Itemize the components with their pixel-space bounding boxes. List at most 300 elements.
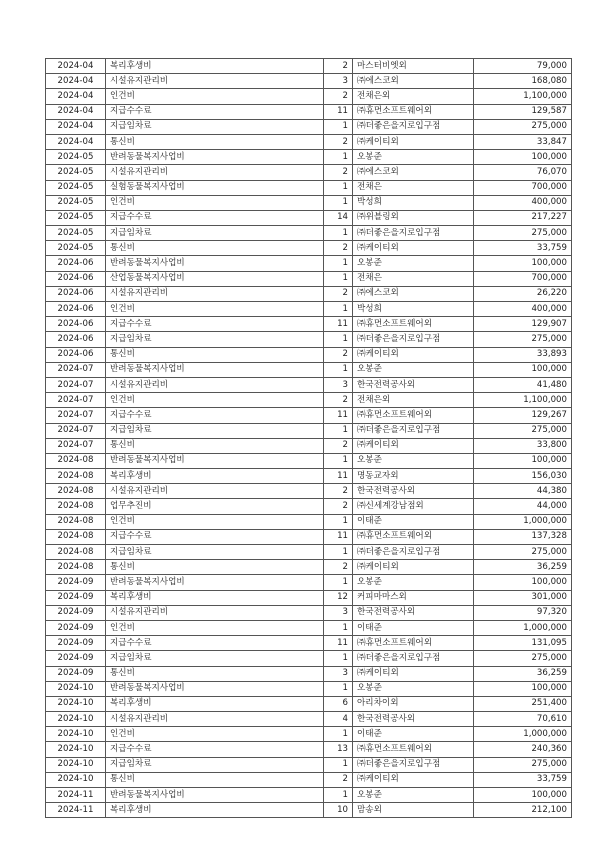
amount-cell: 33,759: [474, 772, 572, 787]
month-cell: 2024-10: [46, 772, 106, 787]
amount-cell: 1,100,000: [474, 393, 572, 408]
month-cell: 2024-05: [46, 226, 106, 241]
amount-cell: 156,030: [474, 469, 572, 484]
count-cell: 2: [324, 560, 353, 575]
payee-cell: ㈜더좋은을지로입구점: [353, 226, 474, 241]
amount-cell: 275,000: [474, 226, 572, 241]
table-row: [46, 119, 572, 134]
item-cell: 반려동물복지사업비: [106, 256, 324, 271]
payee-cell: 박성희: [353, 195, 474, 210]
month-cell: 2024-04: [46, 59, 106, 74]
payee-cell: 한국전력공사외: [353, 712, 474, 727]
count-cell: 1: [324, 575, 353, 590]
count-cell: 3: [324, 605, 353, 620]
payee-cell: ㈜신세계강남점외: [353, 499, 474, 514]
item-cell: 인건비: [106, 89, 324, 104]
count-cell: 1: [324, 226, 353, 241]
month-cell: 2024-07: [46, 438, 106, 453]
table-row: [46, 712, 572, 727]
payee-cell: ㈜에스코외: [353, 74, 474, 89]
item-cell: 통신비: [106, 241, 324, 256]
amount-cell: 76,070: [474, 165, 572, 180]
payee-cell: ㈜케이티외: [353, 560, 474, 575]
table-row: [46, 469, 572, 484]
payee-cell: ㈜더좋은을지로입구점: [353, 651, 474, 666]
payee-cell: 한국전력공사외: [353, 484, 474, 499]
payee-cell: ㈜케이티외: [353, 666, 474, 681]
amount-cell: 275,000: [474, 332, 572, 347]
amount-cell: 129,587: [474, 104, 572, 119]
amount-cell: 275,000: [474, 423, 572, 438]
month-cell: 2024-10: [46, 696, 106, 711]
amount-cell: 129,267: [474, 408, 572, 423]
payee-cell: 오봉준: [353, 575, 474, 590]
count-cell: 2: [324, 393, 353, 408]
count-cell: 1: [324, 256, 353, 271]
amount-cell: 33,800: [474, 438, 572, 453]
payee-cell: 한국전력공사외: [353, 605, 474, 620]
payee-cell: 아리차이외: [353, 696, 474, 711]
table-row: [46, 590, 572, 605]
item-cell: 인건비: [106, 620, 324, 635]
payee-cell: 한국전력공사외: [353, 377, 474, 392]
month-cell: 2024-08: [46, 514, 106, 529]
amount-cell: 26,220: [474, 286, 572, 301]
amount-cell: 100,000: [474, 256, 572, 271]
month-cell: 2024-09: [46, 651, 106, 666]
count-cell: 13: [324, 742, 353, 757]
item-cell: 통신비: [106, 438, 324, 453]
count-cell: 1: [324, 620, 353, 635]
table-row: [46, 636, 572, 651]
item-cell: 지급임차료: [106, 423, 324, 438]
item-cell: 지급임차료: [106, 332, 324, 347]
count-cell: 1: [324, 362, 353, 377]
table-row: [46, 317, 572, 332]
count-cell: 10: [324, 803, 353, 818]
amount-cell: 100,000: [474, 788, 572, 803]
amount-cell: 79,000: [474, 59, 572, 74]
table-row: [46, 256, 572, 271]
payee-cell: ㈜더좋은을지로입구점: [353, 757, 474, 772]
table-row: [46, 681, 572, 696]
table-row: [46, 560, 572, 575]
month-cell: 2024-05: [46, 180, 106, 195]
amount-cell: 100,000: [474, 453, 572, 468]
payee-cell: 오봉준: [353, 362, 474, 377]
table-row: [46, 347, 572, 362]
payee-cell: 전채은: [353, 271, 474, 286]
table-row: [46, 74, 572, 89]
amount-cell: 301,000: [474, 590, 572, 605]
item-cell: 인건비: [106, 393, 324, 408]
item-cell: 지급수수료: [106, 210, 324, 225]
count-cell: 11: [324, 636, 353, 651]
amount-cell: 251,400: [474, 696, 572, 711]
table-row: [46, 620, 572, 635]
month-cell: 2024-09: [46, 620, 106, 635]
item-cell: 통신비: [106, 347, 324, 362]
table-row: [46, 332, 572, 347]
month-cell: 2024-05: [46, 210, 106, 225]
item-cell: 시설유지관리비: [106, 74, 324, 89]
month-cell: 2024-06: [46, 302, 106, 317]
count-cell: 1: [324, 195, 353, 210]
month-cell: 2024-08: [46, 484, 106, 499]
amount-cell: 700,000: [474, 271, 572, 286]
month-cell: 2024-07: [46, 362, 106, 377]
amount-cell: 137,328: [474, 529, 572, 544]
month-cell: 2024-10: [46, 757, 106, 772]
table-row: [46, 696, 572, 711]
table-row: [46, 286, 572, 301]
count-cell: 14: [324, 210, 353, 225]
count-cell: 12: [324, 590, 353, 605]
payee-cell: 오봉준: [353, 150, 474, 165]
payee-cell: 전채은: [353, 180, 474, 195]
item-cell: 복리후생비: [106, 590, 324, 605]
amount-cell: 1,000,000: [474, 620, 572, 635]
payee-cell: 명동교자외: [353, 469, 474, 484]
month-cell: 2024-09: [46, 636, 106, 651]
month-cell: 2024-10: [46, 727, 106, 742]
month-cell: 2024-07: [46, 377, 106, 392]
table-row: [46, 788, 572, 803]
amount-cell: 97,320: [474, 605, 572, 620]
payee-cell: ㈜더좋은을지로입구점: [353, 119, 474, 134]
month-cell: 2024-05: [46, 241, 106, 256]
item-cell: 반려동물복지사업비: [106, 150, 324, 165]
payee-cell: ㈜휴먼소프트웨어외: [353, 529, 474, 544]
month-cell: 2024-08: [46, 545, 106, 560]
amount-cell: 1,000,000: [474, 514, 572, 529]
item-cell: 지급임차료: [106, 226, 324, 241]
amount-cell: 1,000,000: [474, 727, 572, 742]
item-cell: 복리후생비: [106, 59, 324, 74]
amount-cell: 44,380: [474, 484, 572, 499]
item-cell: 지급수수료: [106, 742, 324, 757]
item-cell: 지급수수료: [106, 636, 324, 651]
item-cell: 반려동물복지사업비: [106, 362, 324, 377]
amount-cell: 212,100: [474, 803, 572, 818]
month-cell: 2024-06: [46, 271, 106, 286]
item-cell: 지급수수료: [106, 529, 324, 544]
amount-cell: 400,000: [474, 302, 572, 317]
count-cell: 1: [324, 651, 353, 666]
month-cell: 2024-08: [46, 529, 106, 544]
item-cell: 지급임차료: [106, 757, 324, 772]
count-cell: 2: [324, 59, 353, 74]
amount-cell: 217,227: [474, 210, 572, 225]
payee-cell: 이태준: [353, 514, 474, 529]
payee-cell: ㈜더좋은을지로입구점: [353, 545, 474, 560]
table-row: [46, 302, 572, 317]
month-cell: 2024-11: [46, 803, 106, 818]
item-cell: 반려동물복지사업비: [106, 681, 324, 696]
item-cell: 통신비: [106, 666, 324, 681]
payee-cell: ㈜더좋은을지로입구점: [353, 332, 474, 347]
payee-cell: ㈜케이티외: [353, 438, 474, 453]
month-cell: 2024-08: [46, 560, 106, 575]
table-row: [46, 241, 572, 256]
table-row: [46, 438, 572, 453]
payee-cell: ㈜휴먼소프트웨어외: [353, 317, 474, 332]
table-row: [46, 605, 572, 620]
count-cell: 1: [324, 453, 353, 468]
count-cell: 1: [324, 757, 353, 772]
month-cell: 2024-04: [46, 89, 106, 104]
amount-cell: 36,259: [474, 560, 572, 575]
table-row: [46, 575, 572, 590]
item-cell: 복리후생비: [106, 469, 324, 484]
amount-cell: 240,360: [474, 742, 572, 757]
item-cell: 통신비: [106, 560, 324, 575]
amount-cell: 400,000: [474, 195, 572, 210]
payee-cell: 이태준: [353, 727, 474, 742]
payee-cell: ㈜위블링외: [353, 210, 474, 225]
month-cell: 2024-05: [46, 165, 106, 180]
amount-cell: 70,610: [474, 712, 572, 727]
month-cell: 2024-04: [46, 74, 106, 89]
count-cell: 2: [324, 499, 353, 514]
amount-cell: 33,893: [474, 347, 572, 362]
table-row: [46, 226, 572, 241]
month-cell: 2024-10: [46, 712, 106, 727]
amount-cell: 44,000: [474, 499, 572, 514]
count-cell: 1: [324, 514, 353, 529]
item-cell: 반려동물복지사업비: [106, 788, 324, 803]
payee-cell: 오봉준: [353, 788, 474, 803]
month-cell: 2024-04: [46, 119, 106, 134]
payee-cell: 박성희: [353, 302, 474, 317]
table-row: [46, 772, 572, 787]
amount-cell: 700,000: [474, 180, 572, 195]
count-cell: 4: [324, 712, 353, 727]
month-cell: 2024-09: [46, 590, 106, 605]
payee-cell: ㈜에스코외: [353, 286, 474, 301]
table-row: [46, 165, 572, 180]
count-cell: 11: [324, 529, 353, 544]
item-cell: 반려동물복지사업비: [106, 575, 324, 590]
amount-cell: 36,259: [474, 666, 572, 681]
item-cell: 시설유지관리비: [106, 712, 324, 727]
table-row: [46, 514, 572, 529]
payee-cell: ㈜더좋은을지로입구점: [353, 423, 474, 438]
month-cell: 2024-07: [46, 423, 106, 438]
table-row: [46, 210, 572, 225]
count-cell: 3: [324, 377, 353, 392]
amount-cell: 33,759: [474, 241, 572, 256]
count-cell: 1: [324, 545, 353, 560]
table-row: [46, 408, 572, 423]
payee-cell: 오봉준: [353, 256, 474, 271]
month-cell: 2024-04: [46, 104, 106, 119]
month-cell: 2024-07: [46, 393, 106, 408]
payee-cell: 맘송외: [353, 803, 474, 818]
count-cell: 1: [324, 423, 353, 438]
amount-cell: 1,100,000: [474, 89, 572, 104]
count-cell: 2: [324, 89, 353, 104]
count-cell: 1: [324, 119, 353, 134]
amount-cell: 41,480: [474, 377, 572, 392]
table-row: [46, 423, 572, 438]
table-row: [46, 529, 572, 544]
item-cell: 산업동물복지사업비: [106, 271, 324, 286]
ledger-body: [46, 59, 572, 818]
table-row: [46, 180, 572, 195]
item-cell: 지급수수료: [106, 104, 324, 119]
table-row: [46, 104, 572, 119]
amount-cell: 275,000: [474, 545, 572, 560]
payee-cell: ㈜케이티외: [353, 241, 474, 256]
month-cell: 2024-06: [46, 317, 106, 332]
item-cell: 지급임차료: [106, 545, 324, 560]
item-cell: 업무추진비: [106, 499, 324, 514]
payee-cell: 오봉준: [353, 681, 474, 696]
table-row: [46, 453, 572, 468]
count-cell: 1: [324, 180, 353, 195]
table-row: [46, 727, 572, 742]
expense-ledger-table: [45, 58, 572, 818]
month-cell: 2024-04: [46, 134, 106, 149]
table-row: [46, 134, 572, 149]
table-row: [46, 89, 572, 104]
payee-cell: ㈜휴먼소프트웨어외: [353, 742, 474, 757]
count-cell: 2: [324, 241, 353, 256]
table-row: [46, 59, 572, 74]
count-cell: 11: [324, 104, 353, 119]
item-cell: 실험동물복지사업비: [106, 180, 324, 195]
table-row: [46, 742, 572, 757]
month-cell: 2024-08: [46, 453, 106, 468]
item-cell: 복리후생비: [106, 803, 324, 818]
item-cell: 지급임차료: [106, 651, 324, 666]
table-row: [46, 150, 572, 165]
amount-cell: 100,000: [474, 362, 572, 377]
payee-cell: ㈜에스코외: [353, 165, 474, 180]
month-cell: 2024-05: [46, 150, 106, 165]
payee-cell: 커피마마스외: [353, 590, 474, 605]
month-cell: 2024-07: [46, 408, 106, 423]
count-cell: 11: [324, 469, 353, 484]
table-row: [46, 195, 572, 210]
payee-cell: 오봉준: [353, 453, 474, 468]
payee-cell: 마스터비엣외: [353, 59, 474, 74]
amount-cell: 129,907: [474, 317, 572, 332]
count-cell: 2: [324, 772, 353, 787]
table-row: [46, 499, 572, 514]
item-cell: 인건비: [106, 195, 324, 210]
amount-cell: 168,080: [474, 74, 572, 89]
amount-cell: 100,000: [474, 575, 572, 590]
month-cell: 2024-06: [46, 286, 106, 301]
count-cell: 2: [324, 484, 353, 499]
month-cell: 2024-08: [46, 499, 106, 514]
item-cell: 인건비: [106, 302, 324, 317]
month-cell: 2024-05: [46, 195, 106, 210]
item-cell: 시설유지관리비: [106, 286, 324, 301]
payee-cell: ㈜휴먼소프트웨어외: [353, 636, 474, 651]
table-row: [46, 803, 572, 818]
item-cell: 시설유지관리비: [106, 605, 324, 620]
amount-cell: 131,095: [474, 636, 572, 651]
table-row: [46, 484, 572, 499]
payee-cell: ㈜휴먼소프트웨어외: [353, 408, 474, 423]
month-cell: 2024-09: [46, 575, 106, 590]
amount-cell: 100,000: [474, 150, 572, 165]
count-cell: 2: [324, 347, 353, 362]
payee-cell: ㈜휴먼소프트웨어외: [353, 104, 474, 119]
count-cell: 1: [324, 150, 353, 165]
item-cell: 인건비: [106, 514, 324, 529]
item-cell: 지급수수료: [106, 408, 324, 423]
month-cell: 2024-10: [46, 681, 106, 696]
count-cell: 1: [324, 727, 353, 742]
amount-cell: 275,000: [474, 651, 572, 666]
month-cell: 2024-06: [46, 347, 106, 362]
item-cell: 통신비: [106, 772, 324, 787]
month-cell: 2024-09: [46, 666, 106, 681]
item-cell: 복리후생비: [106, 696, 324, 711]
count-cell: 6: [324, 696, 353, 711]
item-cell: 시설유지관리비: [106, 484, 324, 499]
count-cell: 1: [324, 788, 353, 803]
table-row: [46, 757, 572, 772]
count-cell: 11: [324, 317, 353, 332]
month-cell: 2024-06: [46, 332, 106, 347]
count-cell: 3: [324, 74, 353, 89]
table-row: [46, 271, 572, 286]
count-cell: 1: [324, 271, 353, 286]
amount-cell: 100,000: [474, 681, 572, 696]
payee-cell: ㈜케이티외: [353, 772, 474, 787]
item-cell: 반려동물복지사업비: [106, 453, 324, 468]
payee-cell: ㈜케이티외: [353, 134, 474, 149]
count-cell: 11: [324, 408, 353, 423]
table-row: [46, 393, 572, 408]
payee-cell: ㈜케이티외: [353, 347, 474, 362]
count-cell: 2: [324, 438, 353, 453]
table-row: [46, 377, 572, 392]
count-cell: 1: [324, 332, 353, 347]
table-row: [46, 545, 572, 560]
count-cell: 2: [324, 165, 353, 180]
amount-cell: 275,000: [474, 757, 572, 772]
payee-cell: 전채은외: [353, 89, 474, 104]
count-cell: 2: [324, 286, 353, 301]
item-cell: 통신비: [106, 134, 324, 149]
amount-cell: 33,847: [474, 134, 572, 149]
count-cell: 2: [324, 134, 353, 149]
amount-cell: 275,000: [474, 119, 572, 134]
payee-cell: 전채은외: [353, 393, 474, 408]
count-cell: 3: [324, 666, 353, 681]
item-cell: 시설유지관리비: [106, 165, 324, 180]
count-cell: 1: [324, 302, 353, 317]
month-cell: 2024-09: [46, 605, 106, 620]
table-row: [46, 651, 572, 666]
item-cell: 지급수수료: [106, 317, 324, 332]
month-cell: 2024-06: [46, 256, 106, 271]
table-row: [46, 362, 572, 377]
item-cell: 지급임차료: [106, 119, 324, 134]
month-cell: 2024-11: [46, 788, 106, 803]
item-cell: 시설유지관리비: [106, 377, 324, 392]
month-cell: 2024-10: [46, 742, 106, 757]
count-cell: 1: [324, 681, 353, 696]
month-cell: 2024-08: [46, 469, 106, 484]
payee-cell: 이태준: [353, 620, 474, 635]
